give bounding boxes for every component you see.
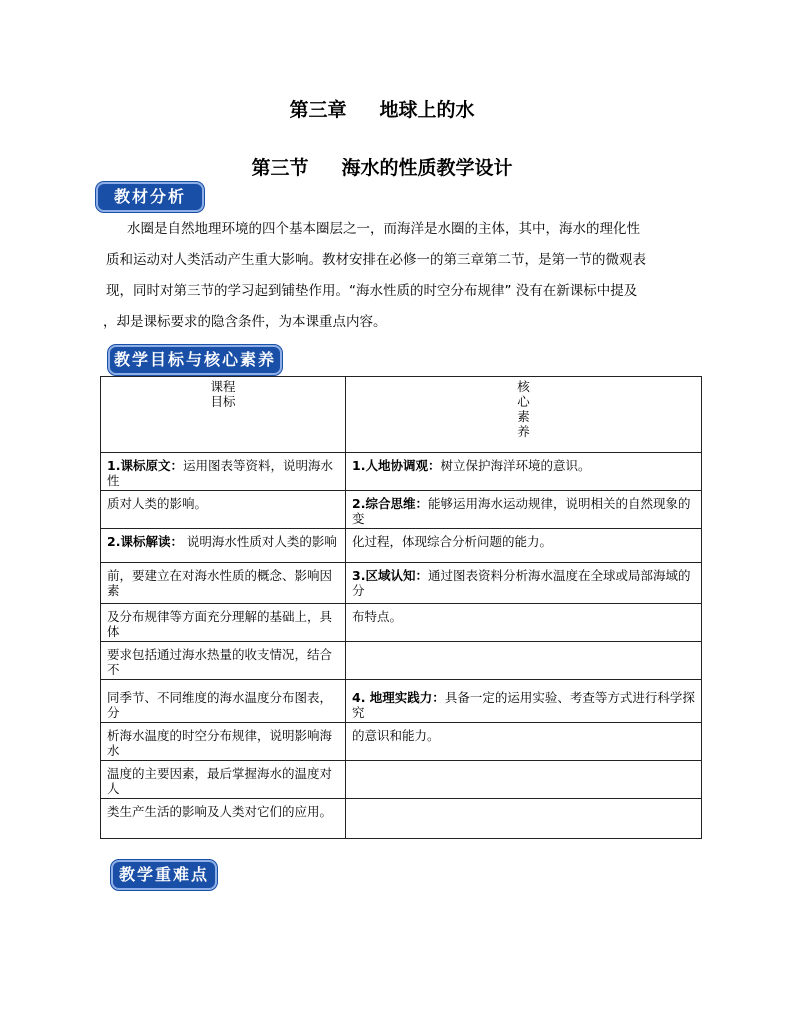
course-goal-cell (101, 723, 346, 761)
core-literacy-cell (346, 453, 702, 491)
table-row (101, 761, 702, 799)
course-goal-cell (101, 642, 346, 680)
header-core-literacy (346, 377, 702, 453)
header-core-char-2: 心 (517, 394, 530, 409)
course-goal-cell (101, 761, 346, 799)
header-core-char-4: 养 (517, 424, 530, 439)
analysis-line-3: 现，同时对第三节的学习起到铺垫作用。“海水性质的时空分布规律” 没有在新课标中提及 (106, 283, 638, 299)
course-goal-cell (101, 491, 346, 529)
cell-text: 要求包括通过海水热量的收支情况，结合不 (107, 647, 333, 677)
cell-text: 析海水温度的时空分布规律，说明影响海水 (107, 728, 333, 758)
section-badge-goals: 教学目标与核心素养 (108, 345, 282, 375)
cell-text: 布特点。 (352, 609, 403, 624)
cell-text: 化过程，体现综合分析问题的能力。 (352, 534, 553, 549)
table-row (101, 723, 702, 761)
analysis-line-4: ，却是课标要求的隐含条件，为本课重点内容。 (103, 314, 387, 330)
cell-text: 及分布规律等方面充分理解的基础上，具体 (107, 609, 333, 639)
core-literacy-cell (346, 642, 702, 680)
cell-bold-label: 4. 地理实践力： (352, 690, 445, 705)
course-goal-cell (101, 604, 346, 642)
cell-bold-label: 1.课标原文： (107, 458, 183, 473)
analysis-line-1: 水圈是自然地理环境的四个基本圈层之一，而海洋是水圈的主体，其中，海水的理化性 (127, 221, 640, 237)
core-literacy-cell (346, 761, 702, 799)
core-literacy-cell (346, 604, 702, 642)
table-row (101, 680, 702, 723)
core-literacy-cell (346, 723, 702, 761)
course-goal-cell (101, 453, 346, 491)
header-course-goals-line2: 目标 (210, 394, 236, 409)
course-goal-cell (101, 799, 346, 839)
cell-text: 通过图表资料分析海水温度在全球或局部海域的分 (352, 568, 691, 598)
cell-text: 质对人类的影响。 (107, 496, 208, 511)
cell-bold-label: 1.人地协调观： (352, 458, 441, 473)
header-course-goals (101, 377, 346, 453)
analysis-line-2: 质和运动对人类活动产生重大影响。教材安排在必修一的第三章第二节，是第一节的微观表 (106, 252, 646, 268)
cell-bold-label: 3.区域认知： (352, 568, 428, 583)
core-literacy-cell (346, 529, 702, 563)
table-header-row (101, 377, 702, 453)
cell-text: 的意识和能力。 (352, 728, 440, 743)
cell-text: 说明海水性质对人类的影响 (182, 534, 337, 549)
cell-text: 树立保护海洋环境的意识。 (440, 458, 591, 473)
goals-table (100, 376, 702, 839)
table-row (101, 642, 702, 680)
cell-text: 同季节、不同维度的海水温度分布图表，分 (107, 690, 333, 720)
table-row (101, 453, 702, 491)
cell-text: 具备一定的运用实验、考查等方式进行科学探究 (352, 690, 695, 720)
cell-bold-label: 2.课标解读： (107, 534, 183, 549)
table-row (101, 491, 702, 529)
section-title: 第三节 海水的性质教学设计 (251, 157, 513, 179)
cell-text: 温度的主要因素，最后掌握海水的温度对人 (107, 766, 333, 796)
chapter-title: 第三章 地球上的水 (289, 99, 475, 121)
cell-text: 运用图表等资料，说明海水性 (107, 458, 333, 488)
cell-text: 类生产生活的影响及人类对它们的应用。 (107, 804, 333, 819)
cell-bold-label: 2.综合思维： (352, 496, 428, 511)
course-goal-cell (101, 529, 346, 563)
core-literacy-cell (346, 680, 702, 723)
header-core-char-3: 素 (517, 409, 530, 424)
cell-text: 能够运用海水运动规律，说明相关的自然现象的变 (352, 496, 691, 526)
header-core-char-1: 核 (517, 379, 530, 394)
section-badge-analysis: 教材分析 (96, 182, 204, 212)
table-row (101, 604, 702, 642)
table-row (101, 563, 702, 604)
core-literacy-cell (346, 491, 702, 529)
course-goal-cell (101, 680, 346, 723)
table-row (101, 799, 702, 839)
section-badge-difficulty: 教学重难点 (111, 860, 217, 890)
core-literacy-cell (346, 563, 702, 604)
core-literacy-cell (346, 799, 702, 839)
header-course-goals-line1: 课程 (210, 379, 236, 394)
course-goal-cell (101, 563, 346, 604)
cell-text: 前，要建立在对海水性质的概念、影响因素 (107, 568, 333, 598)
table-row (101, 529, 702, 563)
